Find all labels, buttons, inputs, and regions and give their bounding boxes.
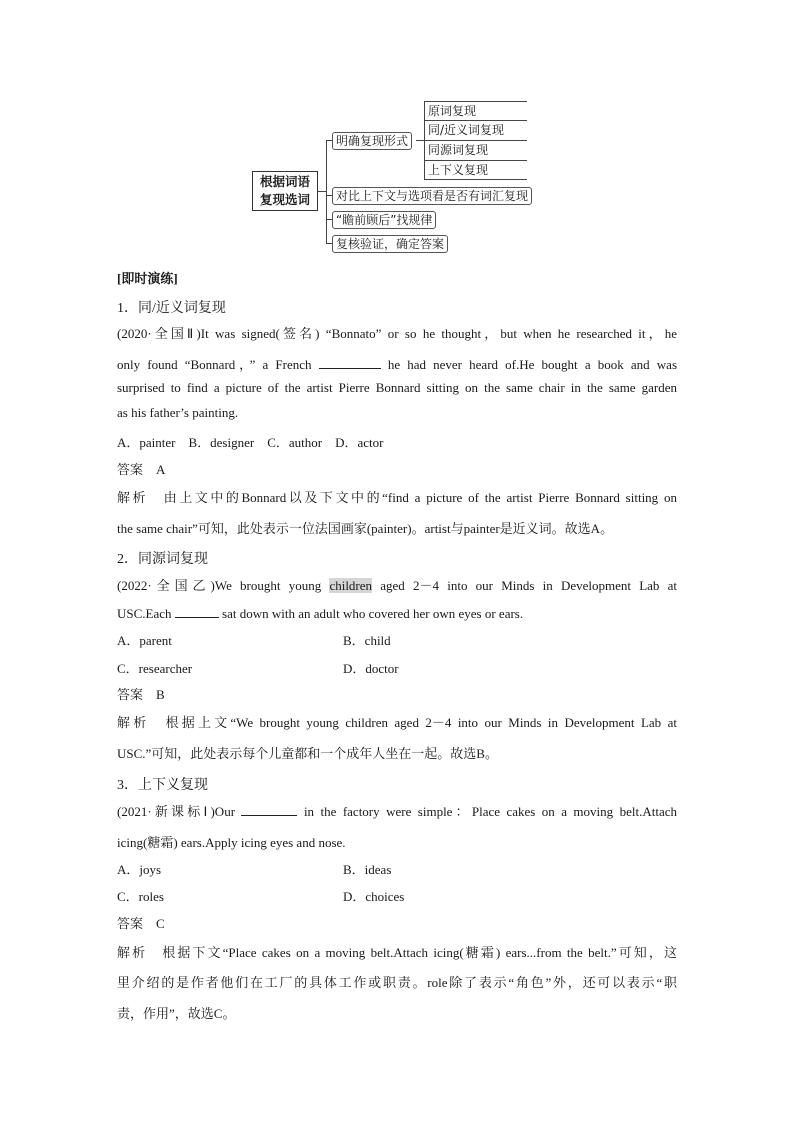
q3-option-b: B．ideas <box>343 862 392 877</box>
q2-line-1a: (2022·全国乙)We brought young <box>117 578 322 593</box>
branch-look-around: “瞻前顾后”找规律 <box>332 211 436 229</box>
q2-option-d: D．doctor <box>343 661 399 676</box>
q1-answer: 答案 A <box>117 462 166 477</box>
branch-compare-context: 对比上下文与选项看是否有词汇复现 <box>332 187 532 205</box>
connector <box>318 191 326 192</box>
q3-answer: 答案 C <box>117 916 165 931</box>
q3-blank <box>241 803 297 816</box>
q2-option-c: C．researcher <box>117 661 193 676</box>
q3-explanation-1: 解析 根据下文“Place cakes on a moving belt.Attach icing(糖霜) ears...from the belt.”可知，这 <box>117 945 677 960</box>
branch-verify-answer: 复核验证，确定答案 <box>332 235 448 253</box>
section-title: [即时演练] <box>117 271 178 286</box>
connector <box>416 140 424 141</box>
q1-blank <box>319 356 381 369</box>
q2-line-2a: USC.Each <box>117 606 172 621</box>
branch-reappearance-form: 明确复现形式 <box>332 132 412 150</box>
leaf-rule <box>424 140 527 141</box>
q1-heading: 1．同/近义词复现 <box>117 301 226 316</box>
q2-blank <box>175 605 219 618</box>
q1-options: A．painter B．designer C．author D．actor <box>117 435 384 450</box>
q1-line-2 <box>117 354 677 373</box>
q1-line-2a: only found “Bonnard，” a French <box>117 357 312 372</box>
leaf-synonym: 同/近义词复现 <box>428 123 505 137</box>
leaf-hypernym: 上下义复现 <box>428 163 489 177</box>
q3-explanation-2: 里介绍的是作者他们在工厂的具体工作或职责。role除了表示“角色”外，还可以表示“职 <box>117 975 677 990</box>
mind-map <box>0 0 794 260</box>
q1-line-2b: he had never heard of.He bought a book and was <box>387 357 678 372</box>
mind-map-root <box>252 171 318 211</box>
q1-line-4: as his father’s painting. <box>117 405 239 420</box>
q3-line-2: icing(糖霜) ears.Apply icing eyes and nose. <box>117 835 346 850</box>
leaf-rule <box>424 160 527 161</box>
leaf-rule <box>424 179 527 180</box>
q1-explanation-1: 解析 由上文中的Bonnard以及下文中的“find a picture of the artist Pierre Bonnard sitting on <box>117 490 677 505</box>
leaf-rule <box>424 120 527 121</box>
q1-line-1: (2020·全国Ⅱ)It was signed(签名) “Bonnato” or so he thought，but when he researched it，he <box>117 326 677 341</box>
q2-line-2 <box>117 605 677 622</box>
q2-line-2b: sat down with an adult who covered her own eyes or ears. <box>222 606 524 621</box>
q1-line-3: surprised to find a picture of the artist Pierre Bonnard sitting on the same chair in the same garden <box>117 380 677 395</box>
q3-line-1 <box>117 801 677 820</box>
q3-option-a: A．joys <box>117 862 162 877</box>
q2-explanation-1: 解析 根据上文“We brought young children aged 2－4 into our Minds in Development Lab at <box>117 715 677 730</box>
leaf-rule <box>424 101 527 102</box>
q2-option-a: A．parent <box>117 633 172 648</box>
q2-highlight-children: children <box>329 578 373 593</box>
q2-answer: 答案 B <box>117 687 165 702</box>
root-line-2: 复现选词 <box>259 192 310 207</box>
q1-explanation-2: the same chair”可知，此处表示一位法国画家(painter)。artist与painter是近义词。故选A。 <box>117 521 614 536</box>
root-line-1: 根据词语 <box>259 174 310 189</box>
q2-option-b: B．child <box>343 633 391 648</box>
q2-line-1 <box>117 575 677 594</box>
q2-heading: 2．同源词复现 <box>117 552 208 567</box>
leaf-cognate: 同源词复现 <box>428 143 489 157</box>
q3-line-1b: in the factory were simple：Place cakes on a moving belt.Attach <box>303 804 678 819</box>
q3-option-c: C．roles <box>117 889 164 904</box>
trunk-line <box>326 140 327 243</box>
q2-explanation-2: USC.”可知，此处表示每个儿童都和一个成年人坐在一起。故选B。 <box>117 746 498 761</box>
q3-explanation-3: 责，作用”，故选C。 <box>117 1006 236 1021</box>
q2-line-1b: aged 2－4 into our Minds in Development Lab at <box>380 578 678 593</box>
q3-line-1a: (2021·新课标Ⅰ)Our <box>117 804 236 819</box>
q3-heading: 3．上下义复现 <box>117 778 208 793</box>
leaf-same-word: 原词复现 <box>428 104 477 118</box>
q3-option-d: D．choices <box>343 889 405 904</box>
